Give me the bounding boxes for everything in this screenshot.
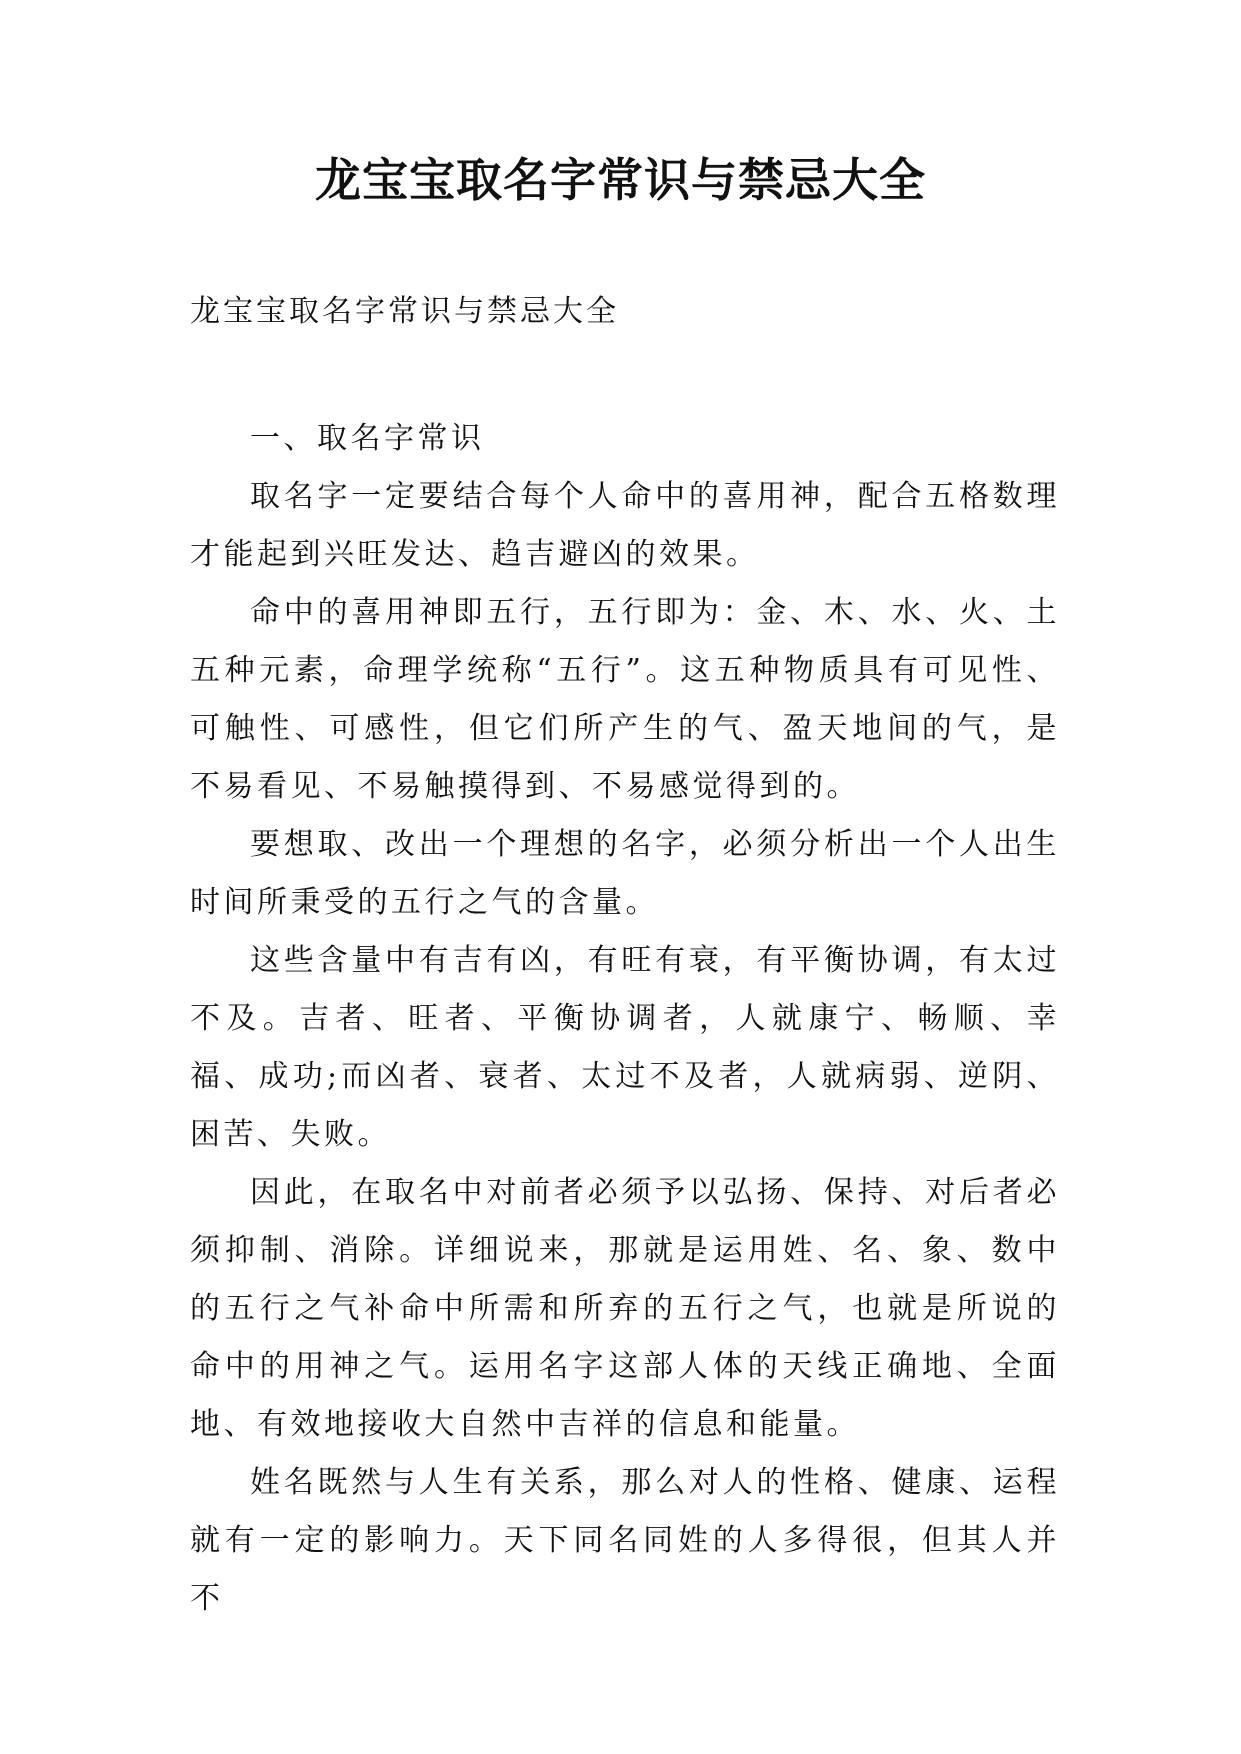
paragraph: 取名字一定要结合每个人命中的喜用神，配合五格数理才能起到兴旺发达、趋吉避凶的效果。 <box>190 479 1060 572</box>
paragraph: 这些含量中有吉有凶，有旺有衰，有平衡协调，有太过不及。吉者、旺者、平衡协调者，人就康宁、畅顺、幸福、成功;而凶者、衰者、太过不及者，人就病弱、逆阴、困苦、失败。 <box>190 943 1060 1152</box>
paragraph: 姓名既然与人生有关系，那么对人的性格、健康、运程就有一定的影响力。天下同名同姓的人多得很，但其人并不 <box>190 1465 1060 1616</box>
paragraph: 要想取、改出一个理想的名字，必须分析出一个人出生时间所秉受的五行之气的含量。 <box>190 827 1060 920</box>
document-title: 龙宝宝取名字常识与禁忌大全 <box>315 153 926 207</box>
paragraph: 因此，在取名中对前者必须予以弘扬、保持、对后者必须抑制、消除。详细说来，那就是运用姓、名、象、数中的五行之气补命中所需和所弃的五行之气，也就是所说的命中的用神之气。运用名字这部人体的天线正确地、全面地、有效地接收大自然中吉祥的信息和能量。 <box>190 1175 1060 1442</box>
paragraph: 命中的喜用神即五行，五行即为：金、木、水、火、土五种元素，命理学统称“五行”。这五种物质具有可见性、可触性、可感性，但它们所产生的气、盈天地间的气，是不易看见、不易触摸得到、不易感觉得到的。 <box>190 595 1060 804</box>
document-body <box>190 410 1060 1628</box>
section-heading: 一、取名字常识 <box>250 421 485 456</box>
document-subtitle: 龙宝宝取名字常识与禁忌大全 <box>190 294 619 329</box>
